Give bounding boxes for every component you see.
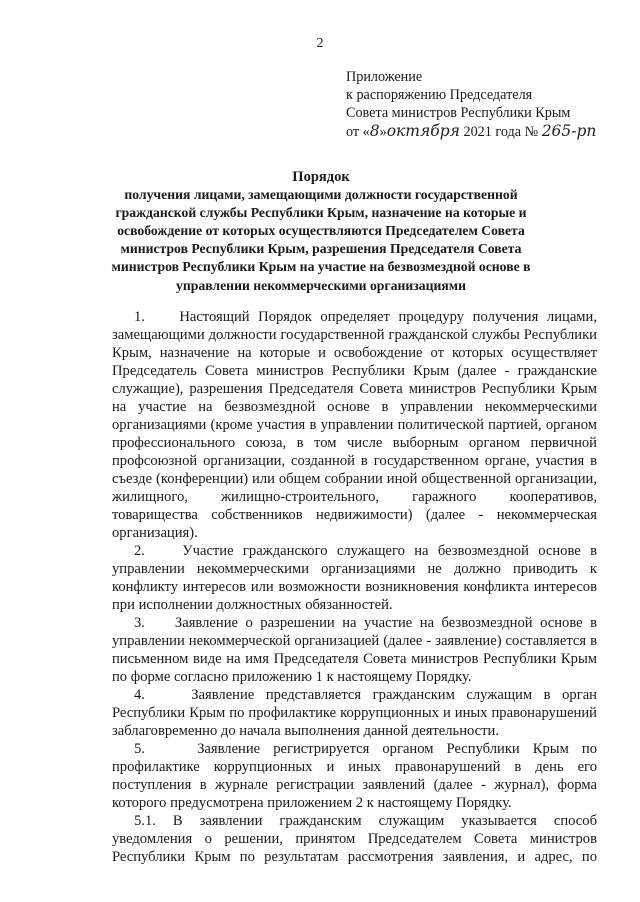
- document-body: [112, 308, 597, 866]
- date-year: 2021 года №: [463, 124, 539, 140]
- appendix-council: Совета министров Республики Крым: [346, 105, 571, 121]
- page-number: 2: [316, 36, 324, 51]
- paragraph-1: 1. Настоящий Порядок определяет процедуру получения лицами, замещающими должности государственной гражданской службы Республики Крым, назначение на которые и освобождение от которых осуществляет Председатель Совета министров Республики Крым (далее - гражданские служащие), разрешения Председателя Совета министров Республики Крым на участие на безвозмездной основе в управлении некоммерческими организациями (кроме участия в управлении политической партией, органом профессионального союза, в том числе выборным органом первичной профсоюзной организации, созданной в государственном органе, участия в съезде (конференции) или общем собрании иной общественной организации, жилищного, жилищно-строительного, гаражного кооперативов, товарищества собственников недвижимости) (далее - некоммерческая организация).: [112, 309, 597, 541]
- title-heading: Порядок: [292, 169, 350, 185]
- date-day-handwritten: 8: [369, 122, 380, 140]
- paragraph-5: 5. Заявление регистрируется органом Республики Крым по профилактике коррупционных и иных правонарушений в день его поступления в журнале регистрации заявлений (далее - журнал), форма которого предусмотрена приложением 2 к настоящему Порядку.: [112, 741, 597, 811]
- paragraph-3: 3. Заявление о разрешении на участие на безвозмездной основе в управлении некоммерческой организацией (далее - заявление) составляется в письменном виде на имя Председателя Совета министров Республики Крым по форме согласно приложению 1 к настоящему Порядку.: [112, 615, 597, 685]
- title-subtitle: получения лицами, замещающими должности государственной гражданской службы Республики Крым, назначение на которые и освобождение от которых осуществляются Председателем Совета министров Республики Крым, разрешения Председателя Совета министров Республики Крым на участие на безвозмездной основе в управлении некоммерческими организациями: [111, 187, 531, 293]
- date-month-handwritten: октября: [386, 122, 460, 140]
- doc-number-handwritten: 265-рп: [541, 122, 597, 140]
- appendix-block: [346, 68, 596, 141]
- date-mid: »: [379, 124, 387, 140]
- appendix-date-line: [346, 122, 596, 141]
- paragraph-5-1: 5.1. В заявлении гражданским служащим указывается способ уведомления о решении, принятом Председателем Совета министров Республики Крым по результатам рассмотрения заявления, и адрес, по: [112, 813, 597, 865]
- date-prefix: от «: [346, 124, 370, 140]
- appendix-label: Приложение: [346, 69, 423, 85]
- document-title: [90, 168, 552, 295]
- paragraph-2: 2. Участие гражданского служащего на безвозмездной основе в управлении некоммерческими организациями не должно приводить к конфликту интересов или возможности возникновения конфликта интересов при исполнении должностных обязанностей.: [112, 543, 597, 613]
- paragraph-4: 4. Заявление представляется гражданским служащим в орган Республики Крым по профилактике коррупционных и иных правонарушений заблаговременно до начала выполнения данной деятельности.: [112, 687, 597, 739]
- appendix-order-ref: к распоряжению Председателя: [346, 87, 533, 103]
